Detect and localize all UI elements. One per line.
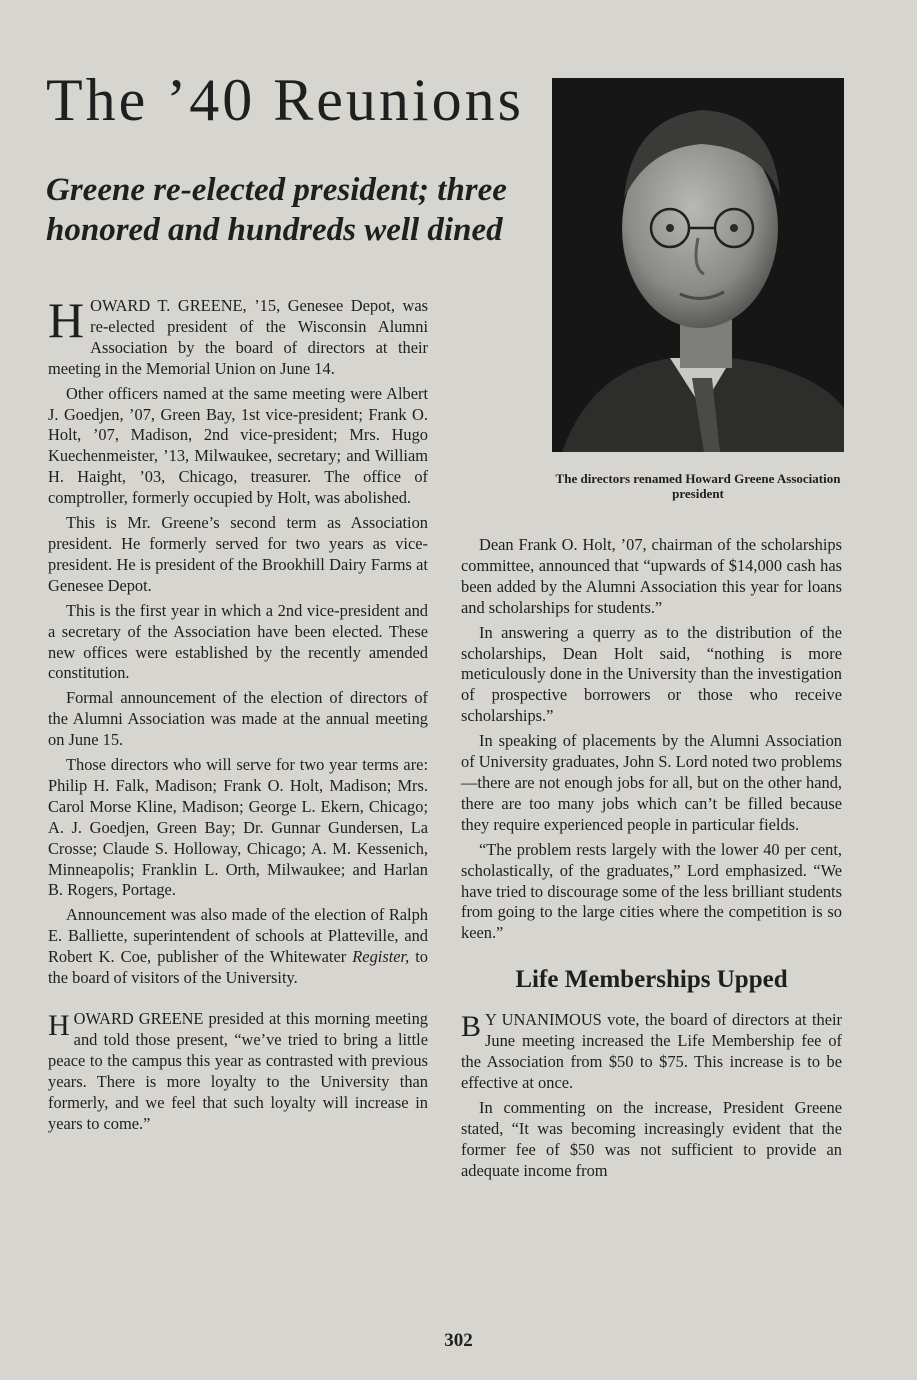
paragraph-officers: Other officers named at the same meeting were Albert J. Goedjen, ’07, Green Bay, 1st vice-president; Frank O. Holt, ’07, Madison, 2nd vice-president; Mrs. Hugo Kuechenmeister, ’13, Milwaukee, secretary; and William H. Haight, ’03, Chicago, treasurer. The office of comptroller, formerly occupied by Holt, was abolished.	[48, 383, 428, 508]
paragraph-directors: Those directors who will serve for two year terms are: Philip H. Falk, Madison; Frank O. Holt, Madison; Mrs. Carol Morse Kline, Madison; George L. Ekern, Chicago; A. J. Goedjen, Green Bay; Dr. Gunnar Gundersen, La Crosse; Claude S. Holloway, Chicago; A. M. Kessenich, Minneapolis; Franklin L. Orth, Milwaukee; and Harlan B. Rogers, Portage.	[48, 755, 428, 900]
drop-cap-b: B	[461, 1010, 482, 1044]
right-column	[461, 535, 842, 1185]
publication-name: Register,	[352, 947, 410, 967]
lead-text: OWARD T. GREENE, ’15, Genesee Depot, was re-elected president of the Wisconsin Alumni Association by the board of directors at their meeting in the Memorial Union on June 14.	[48, 296, 428, 378]
article-title: The ’40 Reunions	[46, 67, 524, 133]
section-gap	[48, 993, 428, 1009]
paragraph-greene-quote	[48, 1009, 428, 1134]
visitors-text-start: Announcement was also made of the election of Ralph E. Balliette, superintendent of schools at Platteville, and Robert K. Coe, publisher of the Whitewater	[48, 905, 428, 967]
photo-caption: The directors renamed Howard Greene Association president	[555, 471, 841, 501]
portrait-photo	[552, 78, 844, 452]
greene-quote-text: OWARD GREENE presided at this morning meeting and told those present, “we’ve tried to bring a little peace to the campus this year as contrasted with previous years. There is more loyalty to the University than formerly, and we feel that such loyalty will increase in years to come.”	[48, 1009, 428, 1133]
paragraph-new-offices: This is the first year in which a 2nd vice-president and a secretary of the Association have been elected. These new offices were established by the recently amended constitution.	[48, 600, 428, 683]
paragraph-announcement: Formal announcement of the election of directors of the Alumni Association was made at the annual meeting on June 15.	[48, 688, 428, 750]
paragraph-second-term: This is Mr. Greene’s second term as Association president. He formerly served for two years as vice-president. He is president of the Brookhill Dairy Farms at Genesee Depot.	[48, 513, 428, 595]
paragraph-lord-quote: “The problem rests largely with the lower 40 per cent, scholastically, of the graduates,” Lord emphasized. “We have tried to discourage some of the less brilliant students from going to the large cities where the competition is so keen.”	[461, 839, 842, 943]
portrait-illustration	[552, 78, 844, 452]
visitors-text-end: to the board of visitors of the University.	[48, 947, 428, 988]
lead-paragraph	[48, 292, 428, 380]
paragraph-life-membership	[461, 1010, 842, 1094]
paragraph-visitors	[48, 905, 428, 989]
section-heading: Life Memberships Upped	[515, 966, 788, 994]
page-number: 302	[444, 1330, 473, 1351]
paragraph-distribution: In answering a querry as to the distribution of the scholarships, Dean Holt said, “nothing is more meticulously done in the University than the investigation of prospective borrowers or those who receive scholarships.”	[461, 622, 842, 726]
paragraph-scholarships: Dean Frank O. Holt, ’07, chairman of the scholarships committee, announced that “upwards of $14,000 cash has been added by the Alumni Association this year for loans and scholarships for students.”	[461, 535, 842, 617]
article-subtitle: Greene re-elected president; three honored and hundreds well dined	[46, 172, 507, 248]
paragraph-commenting: In commenting on the increase, President Greene stated, “It was becoming increasingly evident that the former fee of $50 was not sufficient to provide an adequate income from	[461, 1097, 842, 1180]
life-membership-text: Y UNANIMOUS vote, the board of directors at their June meeting increased the Life Membership fee of the Association from $50 to $75. This increase is to be effective at once.	[461, 1010, 842, 1092]
drop-cap: H	[48, 292, 85, 348]
paragraph-placements: In speaking of placements by the Alumni Association of University graduates, John S. Lord noted two problems—there are not enough jobs for all, but on the other hand, there are too many jobs which can’t be filled because they require experienced people in particular fields.	[461, 731, 842, 834]
drop-cap-small: H	[48, 1009, 70, 1042]
left-column	[48, 292, 428, 1138]
